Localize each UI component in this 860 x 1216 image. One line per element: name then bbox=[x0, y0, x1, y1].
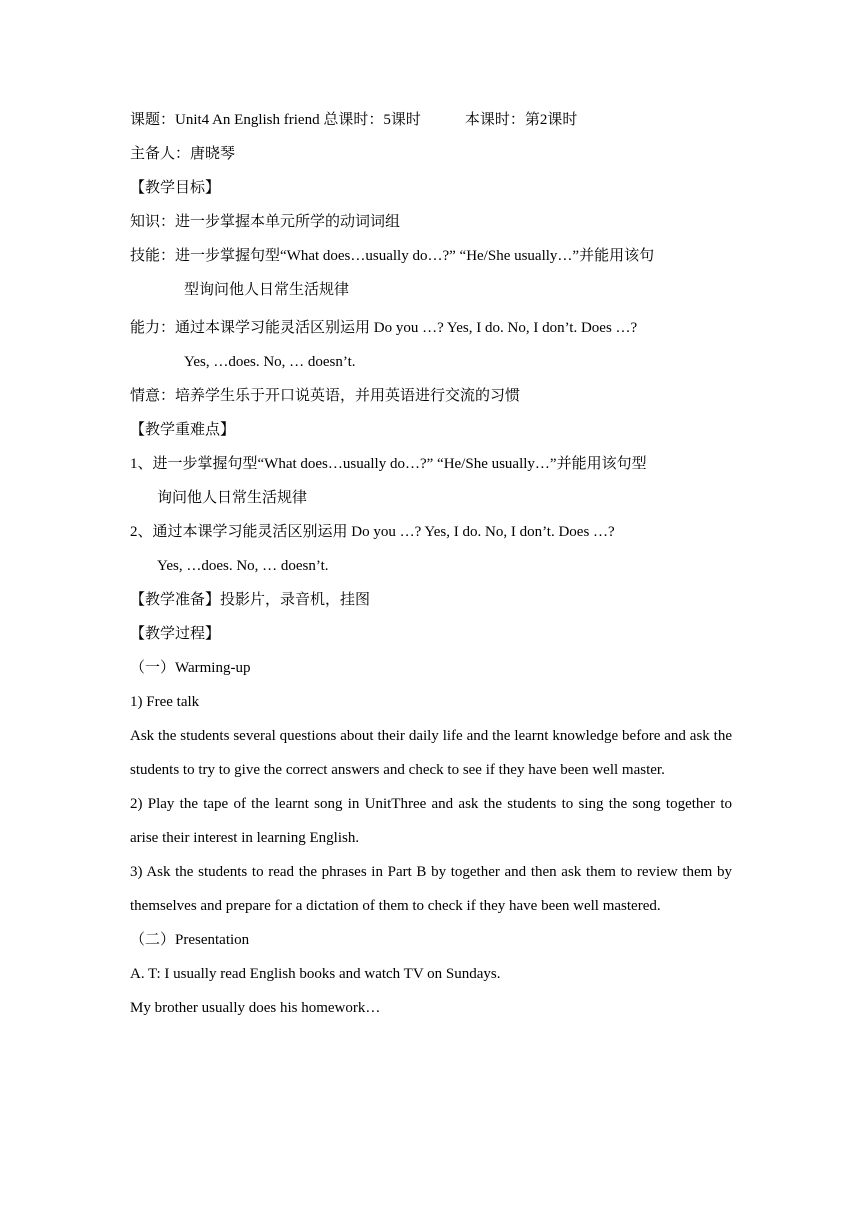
objective-emotion: 情意：培养学生乐于开口说英语，并用英语进行交流的习惯 bbox=[130, 388, 521, 404]
key-point-1-line2: 询问他人日常生活规律 bbox=[157, 490, 308, 506]
process-heading: 【教学过程】 bbox=[130, 626, 221, 642]
objectives-heading: 【教学目标】 bbox=[130, 180, 221, 196]
preparation: 【教学准备】投影片，录音机，挂图 bbox=[130, 592, 371, 608]
course-header-line bbox=[130, 103, 732, 137]
section-presentation: （二）Presentation bbox=[130, 932, 250, 948]
objective-ability-line1: 能力：通过本课学习能灵活区别运用 Do you …? Yes, I do. No, I don’t. Does …? bbox=[130, 320, 638, 336]
objective-ability-line2: Yes, …does. No, … doesn’t. bbox=[184, 354, 356, 370]
key-point-2-line1: 2、通过本课学习能灵活区别运用 Do you …? Yes, I do. No, I don’t. Does …? bbox=[130, 524, 615, 540]
lesson-label: 本课时：第2课时 bbox=[464, 112, 578, 128]
step-free-talk: 1) Free talk bbox=[130, 694, 200, 710]
preparer: 主备人：唐晓琴 bbox=[130, 146, 236, 162]
step-read-phrases: 3) Ask the students to read the phrases in Part B by together and then ask them to review them by themselves and prepare for a dictation of them to check if they have been well mastered. bbox=[130, 864, 732, 914]
key-point-2-line2: Yes, …does. No, … doesn’t. bbox=[157, 558, 329, 574]
step-play-tape: 2) Play the tape of the learnt song in UnitThree and ask the students to sing the song together to arise their interest in learning English. bbox=[130, 796, 732, 846]
objective-skill-line2: 型询问他人日常生活规律 bbox=[184, 282, 350, 298]
section-warming-up: （一）Warming-up bbox=[130, 660, 251, 676]
presentation-b: My brother usually does his homework… bbox=[130, 1000, 381, 1016]
objective-skill-line1: 技能：进一步掌握句型“What does…usually do…?” “He/She usually…”并能用该句 bbox=[130, 248, 655, 264]
presentation-a: A. T: I usually read English books and watch TV on Sundays. bbox=[130, 966, 501, 982]
key-points-heading: 【教学重难点】 bbox=[130, 422, 236, 438]
key-point-1-line1: 1、进一步掌握句型“What does…usually do…?” “He/She usually…”并能用该句型 bbox=[130, 456, 647, 472]
course-title: 课题：Unit4 An English friend 总课时：5课时 bbox=[130, 112, 421, 128]
document-page bbox=[130, 103, 732, 1025]
objective-knowledge: 知识：进一步掌握本单元所学的动词词组 bbox=[130, 214, 401, 230]
step-free-talk-body: Ask the students several questions about their daily life and the learnt knowledge before and ask the students to try to give the correct answers and check to see if they have been well master. bbox=[130, 728, 732, 778]
